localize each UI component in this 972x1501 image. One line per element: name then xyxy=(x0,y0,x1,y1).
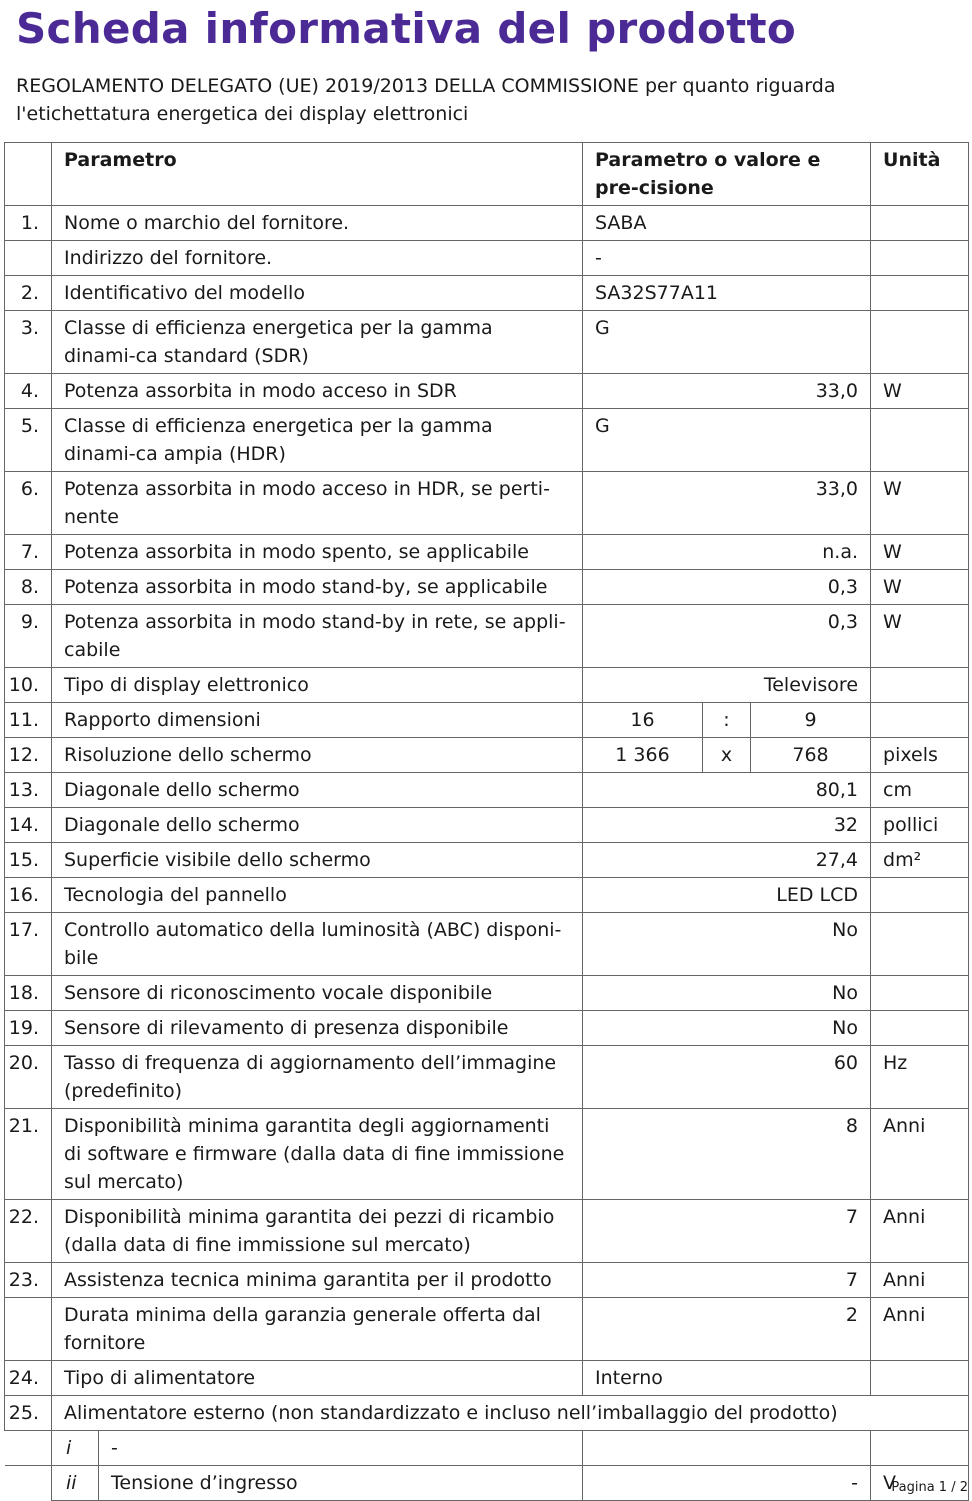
row-unit: W xyxy=(871,605,969,668)
row-value: 7 xyxy=(583,1200,871,1263)
row-number: 19. xyxy=(5,1011,52,1046)
row-unit: pollici xyxy=(871,808,969,843)
row-unit xyxy=(871,878,969,913)
subrow-unit xyxy=(871,1431,969,1466)
row-value: SABA xyxy=(583,206,871,241)
row-value: 33,0 xyxy=(583,374,871,409)
row-unit xyxy=(871,276,969,311)
row-label: Diagonale dello schermo xyxy=(52,808,583,843)
table-row xyxy=(5,1200,969,1263)
row-unit: Anni xyxy=(871,1200,969,1263)
row-unit: Anni xyxy=(871,1263,969,1298)
row-value: G xyxy=(583,409,871,472)
row-value: SA32S77A11 xyxy=(583,276,871,311)
row-label: Alimentatore esterno (non standardizzato e incluso nell’imballaggio del prodotto) xyxy=(52,1396,969,1431)
row-value-right: 768 xyxy=(751,738,871,773)
table-row xyxy=(5,1046,969,1109)
row-value: LED LCD xyxy=(583,878,871,913)
subrow-label: - xyxy=(99,1431,583,1466)
table-row xyxy=(5,276,969,311)
row-label: Sensore di rilevamento di presenza disponibile xyxy=(52,1011,583,1046)
row-label: Disponibilità minima garantita degli aggiornamenti di software e firmware (dalla data di fine immissione sul mercato) xyxy=(52,1109,583,1200)
row-value: n.a. xyxy=(583,535,871,570)
row-value: 60 xyxy=(583,1046,871,1109)
row-value: Televisore xyxy=(583,668,871,703)
row-label: Risoluzione dello schermo xyxy=(52,738,583,773)
row-number: 22. xyxy=(5,1200,52,1263)
row-unit xyxy=(871,1011,969,1046)
row-label: Controllo automatico della luminosità (ABC) disponi-bile xyxy=(52,913,583,976)
row-value: G xyxy=(583,311,871,374)
table-row xyxy=(5,605,969,668)
subrow-number: i xyxy=(52,1431,99,1466)
row-label: Classe di efficienza energetica per la gamma dinami-ca ampia (HDR) xyxy=(52,409,583,472)
row-number: 13. xyxy=(5,773,52,808)
row-label: Superficie visibile dello schermo xyxy=(52,843,583,878)
table-row xyxy=(5,241,969,276)
row-label: Tecnologia del pannello xyxy=(52,878,583,913)
row-unit: Hz xyxy=(871,1046,969,1109)
subrow-indent-cell xyxy=(5,1466,52,1501)
table-row xyxy=(5,1396,969,1431)
row-unit: pixels xyxy=(871,738,969,773)
row-value: 27,4 xyxy=(583,843,871,878)
table-subrow xyxy=(5,1431,969,1466)
row-number: 24. xyxy=(5,1361,52,1396)
row-label: Tipo di display elettronico xyxy=(52,668,583,703)
row-label: Potenza assorbita in modo spento, se applicabile xyxy=(52,535,583,570)
row-number xyxy=(5,1298,52,1361)
table-row xyxy=(5,703,969,738)
row-number: 17. xyxy=(5,913,52,976)
row-label: Tasso di frequenza di aggiornamento dell’immagine (predefinito) xyxy=(52,1046,583,1109)
row-unit: W xyxy=(871,472,969,535)
row-unit: Anni xyxy=(871,1109,969,1200)
row-value: No xyxy=(583,913,871,976)
subrow-number: ii xyxy=(52,1466,99,1501)
row-number: 16. xyxy=(5,878,52,913)
row-label: Potenza assorbita in modo stand-by in rete, se appli-cabile xyxy=(52,605,583,668)
row-unit: W xyxy=(871,570,969,605)
header-unit: Unità xyxy=(871,143,969,206)
row-label: Identificativo del modello xyxy=(52,276,583,311)
row-unit: dm² xyxy=(871,843,969,878)
table-row xyxy=(5,773,969,808)
subrow-unit: V xyxy=(871,1466,969,1501)
row-label: Rapporto dimensioni xyxy=(52,703,583,738)
row-value-left: 16 xyxy=(583,703,703,738)
row-value-left: 1 366 xyxy=(583,738,703,773)
table-row xyxy=(5,1298,969,1361)
table-row xyxy=(5,409,969,472)
row-number: 10. xyxy=(5,668,52,703)
row-label: Classe di efficienza energetica per la gamma dinami-ca standard (SDR) xyxy=(52,311,583,374)
row-unit: W xyxy=(871,535,969,570)
table-row xyxy=(5,1011,969,1046)
subrow-indent-cell xyxy=(5,1431,52,1466)
row-unit: cm xyxy=(871,773,969,808)
product-info-table xyxy=(4,142,969,1501)
row-unit: Anni xyxy=(871,1298,969,1361)
row-label: Nome o marchio del fornitore. xyxy=(52,206,583,241)
row-label: Durata minima della garanzia generale offerta dal fornitore xyxy=(52,1298,583,1361)
row-number xyxy=(5,241,52,276)
table-row xyxy=(5,738,969,773)
row-number: 20. xyxy=(5,1046,52,1109)
row-number: 14. xyxy=(5,808,52,843)
row-value: 32 xyxy=(583,808,871,843)
row-value: Interno xyxy=(583,1361,871,1396)
table-row xyxy=(5,206,969,241)
row-label: Diagonale dello schermo xyxy=(52,773,583,808)
row-unit xyxy=(871,668,969,703)
row-label: Potenza assorbita in modo stand-by, se applicabile xyxy=(52,570,583,605)
header-value: Parametro o valore e pre-cisione xyxy=(583,143,871,206)
row-number: 15. xyxy=(5,843,52,878)
row-unit xyxy=(871,913,969,976)
row-number: 21. xyxy=(5,1109,52,1200)
page-title: Scheda informativa del prodotto xyxy=(16,4,797,53)
row-value: 7 xyxy=(583,1263,871,1298)
table-subrow xyxy=(5,1466,969,1501)
row-unit xyxy=(871,206,969,241)
table-row xyxy=(5,808,969,843)
row-number: 3. xyxy=(5,311,52,374)
row-unit xyxy=(871,409,969,472)
table-row xyxy=(5,472,969,535)
subrow-value xyxy=(583,1431,871,1466)
row-number: 9. xyxy=(5,605,52,668)
row-label: Assistenza tecnica minima garantita per il prodotto xyxy=(52,1263,583,1298)
row-number: 11. xyxy=(5,703,52,738)
regulation-subtitle: REGOLAMENTO DELEGATO (UE) 2019/2013 DELLA COMMISSIONE per quanto riguarda l'etichettatura energetica dei display elettronici xyxy=(16,75,836,125)
row-value: - xyxy=(583,241,871,276)
table-row xyxy=(5,1263,969,1298)
row-value: 0,3 xyxy=(583,570,871,605)
row-label: Disponibilità minima garantita dei pezzi di ricambio (dalla data di fine immissione sul mercato) xyxy=(52,1200,583,1263)
row-value-separator: : xyxy=(703,703,751,738)
row-value: 2 xyxy=(583,1298,871,1361)
table-row xyxy=(5,878,969,913)
table-header-row xyxy=(5,143,969,206)
table-row xyxy=(5,1109,969,1200)
row-unit xyxy=(871,241,969,276)
row-value: 33,0 xyxy=(583,472,871,535)
row-unit xyxy=(871,976,969,1011)
row-value-separator: x xyxy=(703,738,751,773)
row-number: 4. xyxy=(5,374,52,409)
row-number: 18. xyxy=(5,976,52,1011)
row-label: Indirizzo del fornitore. xyxy=(52,241,583,276)
row-unit xyxy=(871,311,969,374)
table-row xyxy=(5,570,969,605)
table-row xyxy=(5,668,969,703)
table-row xyxy=(5,311,969,374)
row-value: No xyxy=(583,1011,871,1046)
row-label: Potenza assorbita in modo acceso in HDR, se perti-nente xyxy=(52,472,583,535)
row-label: Tipo di alimentatore xyxy=(52,1361,583,1396)
row-number: 6. xyxy=(5,472,52,535)
row-value: No xyxy=(583,976,871,1011)
row-number: 23. xyxy=(5,1263,52,1298)
row-number: 7. xyxy=(5,535,52,570)
row-value: 0,3 xyxy=(583,605,871,668)
row-value: 8 xyxy=(583,1109,871,1200)
header-number-cell xyxy=(5,143,52,206)
row-value-right: 9 xyxy=(751,703,871,738)
subrow-value: - xyxy=(583,1466,871,1501)
table-row xyxy=(5,374,969,409)
row-label: Potenza assorbita in modo acceso in SDR xyxy=(52,374,583,409)
row-number: 2. xyxy=(5,276,52,311)
table-row xyxy=(5,843,969,878)
row-number: 8. xyxy=(5,570,52,605)
page-number: Pagina 1 / 2 xyxy=(891,1480,968,1495)
table-row xyxy=(5,976,969,1011)
row-number: 25. xyxy=(5,1396,52,1431)
row-value: 80,1 xyxy=(583,773,871,808)
row-unit: W xyxy=(871,374,969,409)
row-unit xyxy=(871,1361,969,1396)
row-number: 1. xyxy=(5,206,52,241)
row-number: 12. xyxy=(5,738,52,773)
table-row xyxy=(5,535,969,570)
row-number: 5. xyxy=(5,409,52,472)
header-parameter: Parametro xyxy=(52,143,583,206)
row-label: Sensore di riconoscimento vocale disponibile xyxy=(52,976,583,1011)
subrow-label: Tensione d’ingresso xyxy=(99,1466,583,1501)
table-row xyxy=(5,913,969,976)
table-row xyxy=(5,1361,969,1396)
row-unit xyxy=(871,703,969,738)
